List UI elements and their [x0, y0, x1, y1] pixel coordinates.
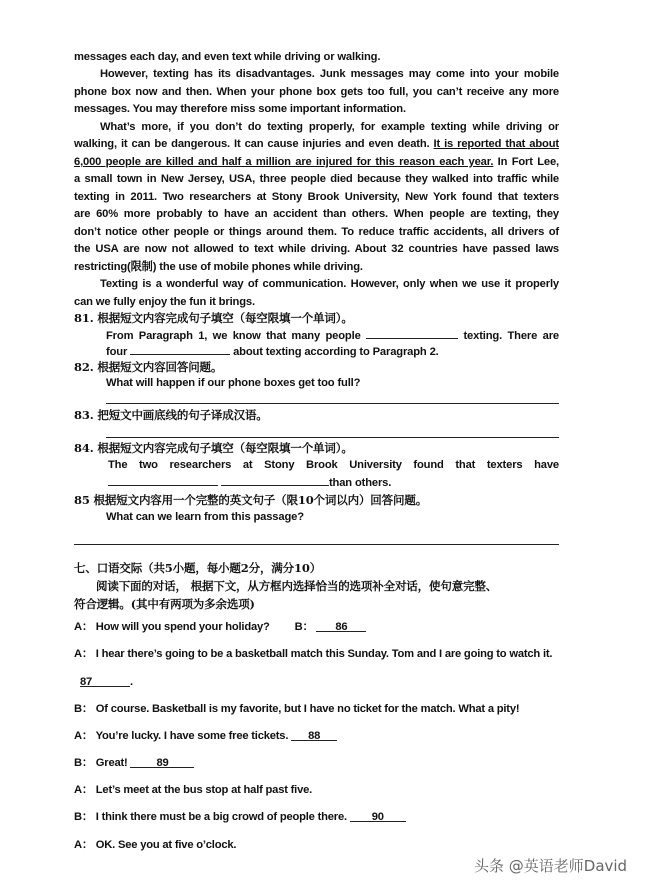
dialogue-line [74, 620, 366, 634]
passage-line [74, 172, 559, 186]
dialogue-text: . [130, 676, 133, 688]
speaker-label: A： [74, 621, 93, 633]
answer-blank[interactable] [316, 620, 366, 632]
q83-answer-line[interactable] [106, 437, 559, 438]
q83-title: 83. 把短文中画底线的句子译成汉语。 [74, 408, 268, 422]
dialogue-text: You’re lucky. I have some free tickets. [95, 730, 289, 742]
passage-text: don’t notice other people or things around them. To reduce traffic accidents, all drivers of [74, 226, 559, 238]
dialogue-line [74, 729, 337, 743]
dialogue-line [74, 838, 236, 852]
passage-line [74, 190, 559, 204]
section7-instructions-2: 符合逻辑。(其中有两项为多余选项) [74, 597, 255, 611]
q81-line1 [106, 327, 559, 343]
q82-answer-line[interactable] [106, 403, 559, 404]
passage-line [100, 120, 559, 134]
answer-blank[interactable] [291, 729, 337, 741]
dialogue-text: How will you spend your holiday? [95, 621, 270, 633]
passage-line [100, 67, 559, 81]
section7-instructions: 阅读下面的对话， 根据下文，从方框内选择恰当的选项补全对话，使句意完整、 [96, 579, 498, 593]
q84-title: 84. 根据短文内容完成句子填空（每空限填一个单词）。 [74, 441, 353, 455]
q84-blank-1[interactable] [108, 474, 218, 486]
passage-text: Texting is a wonderful way of communication. However, only when we use it properly [100, 278, 559, 290]
speaker-label: A： [74, 784, 93, 796]
blank-number: 90 [371, 811, 384, 823]
passage-text: phone box now and then. When your phone box gets too full, you can’t receive any more [74, 86, 559, 98]
passage-text: messages each day, and even text while driving or walking. [74, 51, 381, 63]
q85-answer-line[interactable] [74, 544, 559, 545]
dialogue-line [80, 675, 133, 689]
blank-number: 87 [80, 676, 93, 688]
q82-question: What will happen if our phone boxes get too full? [106, 377, 361, 389]
dialogue-text: I hear there’s going to be a basketball match this Sunday. Tom and I are going to watch it. [95, 648, 553, 660]
speaker-label: B： [74, 811, 93, 823]
passage-line [74, 260, 559, 274]
q85-question: What can we learn from this passage? [106, 511, 304, 523]
dialogue-line [74, 702, 519, 716]
passage-line [74, 207, 559, 221]
passage-text: a small town in New Jersey, USA, three people died because they walked into traffic while [74, 173, 559, 185]
dialogue-line [74, 783, 312, 797]
q81-blank-1[interactable] [366, 327, 458, 339]
answer-blank[interactable] [130, 756, 194, 768]
passage-line [74, 242, 559, 256]
section7-heading: 七、口语交际（共5小题，每小题2分，满分10） [74, 561, 322, 575]
q84-line1: The two researchers at Stony Brook University found that texters have [108, 459, 559, 471]
q81-title: 81. 根据短文内容完成句子填空（每空限填一个单词）。 [74, 311, 353, 325]
watermark: 头条 @英语老师David [474, 857, 628, 875]
passage-line [74, 85, 559, 99]
answer-blank[interactable] [80, 675, 130, 687]
passage-line [74, 137, 559, 151]
q81-text: four [106, 346, 128, 358]
dialogue-text: Of course. Basketball is my favorite, but I have no ticket for the match. What a pity! [95, 703, 520, 715]
dialogue-text: Let’s meet at the bus stop at half past five. [95, 784, 313, 796]
blank-number: 89 [156, 757, 169, 769]
dialogue-line [74, 810, 406, 824]
q85-title: 85 根据短文内容用一个完整的英文句子（限10个词以内）回答问题。 [74, 493, 428, 507]
q81-text: about texting according to Paragraph 2. [233, 346, 439, 358]
passage-text: can we fully enjoy the fun it brings. [74, 296, 255, 308]
answer-blank[interactable] [350, 810, 406, 822]
q84-text: than others. [328, 477, 392, 489]
dialogue-line [74, 647, 552, 661]
passage-line [74, 102, 559, 116]
passage-text: restricting(限制) the use of mobile phones while driving. [74, 261, 363, 273]
passage-text: texting in 2011. Two researchers at Stony Brook University, New York found that texters [74, 191, 559, 203]
q81-text: From Paragraph 1, we know that many people [106, 330, 361, 342]
dialogue-text: I think there must be a big crowd of people there. [95, 811, 347, 823]
dialogue-line [74, 756, 194, 770]
underlined-sentence: It is reported that about [433, 138, 559, 150]
speaker-label: A： [74, 730, 93, 742]
q81-line2 [106, 343, 559, 359]
blank-number: 88 [308, 730, 321, 742]
speaker-label: A： [74, 648, 93, 660]
passage-text: What’s more, if you don’t do texting properly, for example texting while driving or [100, 121, 559, 133]
passage-text: are 60% more probably to have an accident than others. When people are texting, they [74, 208, 559, 220]
passage-text: walking, it can be dangerous. It can cause injuries and even death. [74, 138, 434, 150]
passage-text: In Fort Lee, [493, 156, 559, 168]
passage-line [100, 277, 559, 291]
blank-number: 86 [335, 621, 348, 633]
q81-text: texting. There are [463, 330, 559, 342]
q84-line2 [108, 474, 559, 490]
dialogue-text: OK. See you at five o’clock. [95, 839, 237, 851]
q82-title: 82. 根据短文内容回答问题。 [74, 360, 223, 374]
dialogue-text: Great! [95, 757, 128, 769]
q84-blank-2[interactable] [221, 474, 329, 486]
passage-text: messages. You may therefore miss some important information. [74, 103, 406, 115]
passage-text: However, texting has its disadvantages. Junk messages may come into your mobile [100, 68, 559, 80]
passage-line [74, 50, 559, 64]
speaker-label: B： [74, 757, 93, 769]
passage-text: the USA are now not allowed to text while driving. About 32 countries have passed laws [74, 243, 559, 255]
passage-line [74, 295, 559, 309]
passage-line [74, 225, 559, 239]
speaker-label: B： [74, 703, 93, 715]
speaker-label: A： [74, 839, 93, 851]
q81-blank-2[interactable] [130, 343, 230, 355]
passage-line [74, 155, 559, 169]
speaker-label: B： [294, 621, 314, 633]
underlined-sentence: 6,000 people are killed and half a million are injured for this reason each year. [74, 156, 494, 168]
